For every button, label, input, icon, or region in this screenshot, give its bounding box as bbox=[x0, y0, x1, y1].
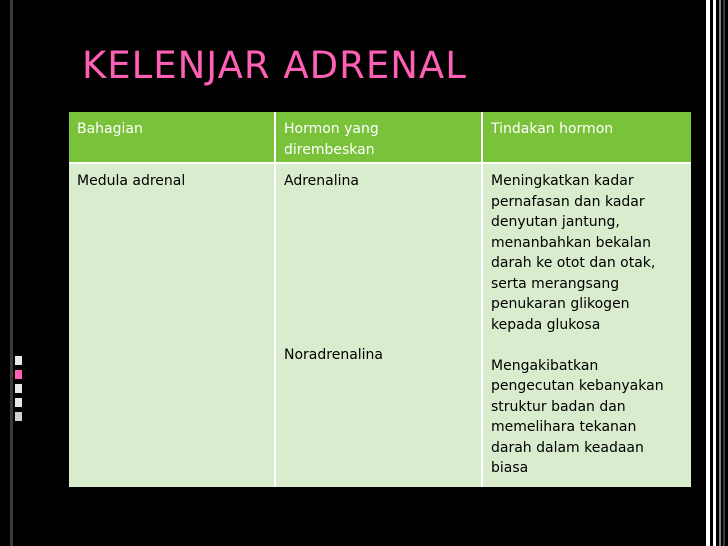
hormone-name: Adrenalina bbox=[284, 173, 359, 189]
header-tindakan bbox=[482, 112, 691, 163]
decorative-square bbox=[15, 384, 22, 393]
decorative-stripe bbox=[10, 0, 13, 546]
action-line: darah ke otot dan otak, bbox=[491, 255, 656, 271]
action-line: menanbahkan bekalan bbox=[491, 234, 651, 251]
cell-part bbox=[69, 163, 275, 487]
action-line: memelihara tekanan bbox=[491, 419, 637, 435]
decorative-square bbox=[15, 370, 22, 379]
header-hormon-label-line: dirembeskan bbox=[284, 141, 375, 158]
action-line: struktur badan dan bbox=[491, 398, 626, 415]
action-line: pengecutan kebanyakan bbox=[491, 378, 664, 394]
cell-actions bbox=[482, 163, 691, 487]
action-line: pernafasan dan kadar bbox=[491, 193, 645, 210]
action-line: kepada glukosa bbox=[491, 316, 601, 333]
part-name: Medula adrenal bbox=[77, 173, 186, 189]
action-line: Meningkatkan kadar bbox=[491, 173, 634, 189]
decorative-stripe bbox=[719, 0, 721, 546]
action-line: Mengakibatkan bbox=[491, 357, 599, 374]
cell-hormones bbox=[275, 163, 482, 487]
header-bahagian bbox=[69, 112, 275, 163]
decorative-square bbox=[15, 412, 22, 421]
decorative-stripe bbox=[723, 0, 725, 546]
hormone-name: Noradrenalina bbox=[284, 346, 384, 363]
action-line: darah dalam keadaan bbox=[491, 439, 644, 456]
slide-title: KELENJAR ADRENAL bbox=[82, 44, 467, 87]
hormone-table bbox=[69, 112, 691, 487]
header-hormon bbox=[275, 112, 482, 163]
table-header-row bbox=[69, 112, 691, 163]
hormone-spacer bbox=[284, 192, 473, 345]
header-hormon-label-line: Hormon yang bbox=[284, 121, 379, 137]
action-line: biasa bbox=[491, 460, 529, 476]
decorative-square bbox=[15, 356, 22, 365]
header-tindakan-label: Tindakan hormon bbox=[491, 121, 614, 137]
action-line: serta merangsang bbox=[491, 275, 620, 292]
action-line: denyutan jantung, bbox=[491, 214, 620, 230]
table-row bbox=[69, 163, 691, 487]
decorative-stripe bbox=[706, 0, 710, 546]
decorative-stripe bbox=[713, 0, 716, 546]
action-spacer bbox=[491, 335, 683, 356]
decorative-square bbox=[15, 398, 22, 407]
header-bahagian-label: Bahagian bbox=[77, 121, 143, 137]
action-line: penukaran glikogen bbox=[491, 296, 630, 312]
